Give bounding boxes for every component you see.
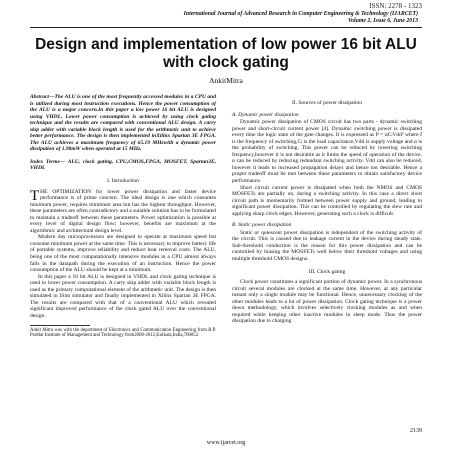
footnote-rule: [30, 325, 90, 326]
section-heading-introduction: I. Introduction: [107, 178, 139, 185]
page-number: 2139: [410, 428, 422, 434]
static-paragraph: Static or quiescent power dissipation is independent of the switching activity of the circuit. This is caused due to leakage current in the device during steady state. Sub-threshold conduction is the reason for this power dissipation and can be controlled by biasing the MOSFETs well below their threshold voltages and using multiple threshold CMOS designs.: [232, 229, 422, 263]
author-name: AnkitMitra: [209, 76, 243, 85]
left-column: [30, 94, 216, 339]
dynamic-paragraph-1: Dynamic power dissipation of CMOS circuit has two parts - dynamic switching power and short-circuit current power [4]. Dynamic switching power is dissipated every time the logic state of the gate changes. It is expressed as P = αCₗVdd² where f is the frequency of switching,Cₗ is the load capacitance,Vdd is supply voltage and α is the probability of switching. This power can be reduced by lowering switching frequency,however it is not desirable as it limits the speed of operation of the device. α can be reduced by reducing redundant switching activity. Vdd can also be reduced, however it leads to increased propagation delays and hence not desirable. Hence a proper tradeoff must be met between these parameters to obtain satisfactory device performance.: [232, 119, 422, 185]
drop-cap: T: [30, 187, 40, 204]
section-heading-clock-gating: III. Clock gating: [308, 268, 346, 275]
header-rule: [30, 27, 422, 28]
intro-paragraph-1: [30, 189, 216, 235]
journal-name: International Journal of Advanced Research in Computer Engineering & Technology (IJARCET): [183, 11, 418, 17]
footer-url[interactable]: www.ijarcet.org: [206, 440, 246, 446]
dynamic-paragraph-2: Short circuit current power is dissipated when both the NMOS and CMOS MOSFETs are partially on, during a switching activity. In this case a direct short circuit path is momentarily formed between power supply and ground, leading to significant power dissipation. This can be controlled by regulating the slew rate and applying sharp clock edges. However, generating such a clock is difficult.: [232, 184, 422, 217]
index-terms: Index Terms— ALU, clock gating, CPU,CMOS,FPGA, MOSFET, Spartan3E, VHDL: [30, 158, 216, 172]
issn-label: ISSN: 2278 - 1323: [369, 2, 422, 10]
subsection-dynamic: A. Dynamic power dissipation: [232, 111, 299, 118]
intro-paragraph-1-text: HE OPTIMIZATION for lower power dissipation and faster device performance is of prime concern. The ideal design is one which consumes minimum power, requires minimum area but has the highest throughput. However, these parameters are often contradictory and a suitable solution has to be formulated to maintain a tradeoff between these parameters. Power optimization is possible at every level of digital design flow; however, benefits are maximum at the algorithmic and architectural design level.: [30, 188, 216, 234]
subsection-static: B. Static power dissipation: [232, 222, 292, 229]
section-heading-power: II. Sources of power dissipation: [291, 100, 363, 106]
clock-gating-paragraph: Clock power constitutes a significant portion of dynamic power. In a synchronous circuit several modules are clocked at the same time. However, at any particular instant only a single module may be functional. Hence, unnecessary clocking of the other modules leads to a lot of power dissipation. Clock gating technique is a power down methodology, which involves selectively clocking modules as and when required while keeping other inactive modules in sleep mode. Thus the power dissipation due to charging: [232, 279, 422, 325]
journal-header: [118, 11, 418, 25]
right-column: [232, 94, 422, 325]
intro-paragraph-3: In this paper a 16 bit ALU is designed in VHDL and clock gating technique is used to lower power consumption. A carry skip adder with variable block length is used as the primary computational element of the arithmetic unit. The design is then simulated in ISim simulator and finally implemented in Xilinx Spartan 3E FPGA. The results are compared with that of a conventional ALU which revealed significant improved performance of the clock gated ALU over the conventional design.: [30, 273, 216, 319]
journal-volume: Volume 2, Issue 6, June 2013: [347, 18, 418, 24]
abstract: Abstract—The ALU is one of the most frequently accessed modules in a CPU and is utilized during most instruction executions. Hence the power consumption of the ALU is a major concern.In this paper a low power 16 bit ALU is designed using VHDL. Lower power consumption is achieved by using clock gating technique and the results are compared with conventional ALU design. A carry skip adder with variable block length is used for the arithmetic unit to achieve better performance. The design is then implemented inXilinx Spartan 3E FPGA. The ALU achieves a maximum frequency of 65.19 MHzwith a dynamic power dissipation of 1.98mW when operated at 15 MHz.: [30, 94, 216, 153]
intro-paragraph-2: Modern day microprocessors are designed to operate at maximum speed but consume minimum power at the same time. This is necessary to improve battery life of portable systems, improve reliability and reduce heat removal costs. The ALU, being one of the most computationally intensive modules in a CPU almost always falls in the datapath during the execution of an instruction. Hence the power consumption of the ALU should be kept at a minimum.: [30, 234, 216, 274]
paper-title: Design and implementation of low power 16 bit ALU with clock gating: [35, 36, 417, 71]
author-footnote: Ankit Mitra was with the department of Electronics and Communication Engineering from B.P. Poddar Institute of Management and Technology from2008-2012,Kolkata,India,700052.: [30, 327, 216, 339]
